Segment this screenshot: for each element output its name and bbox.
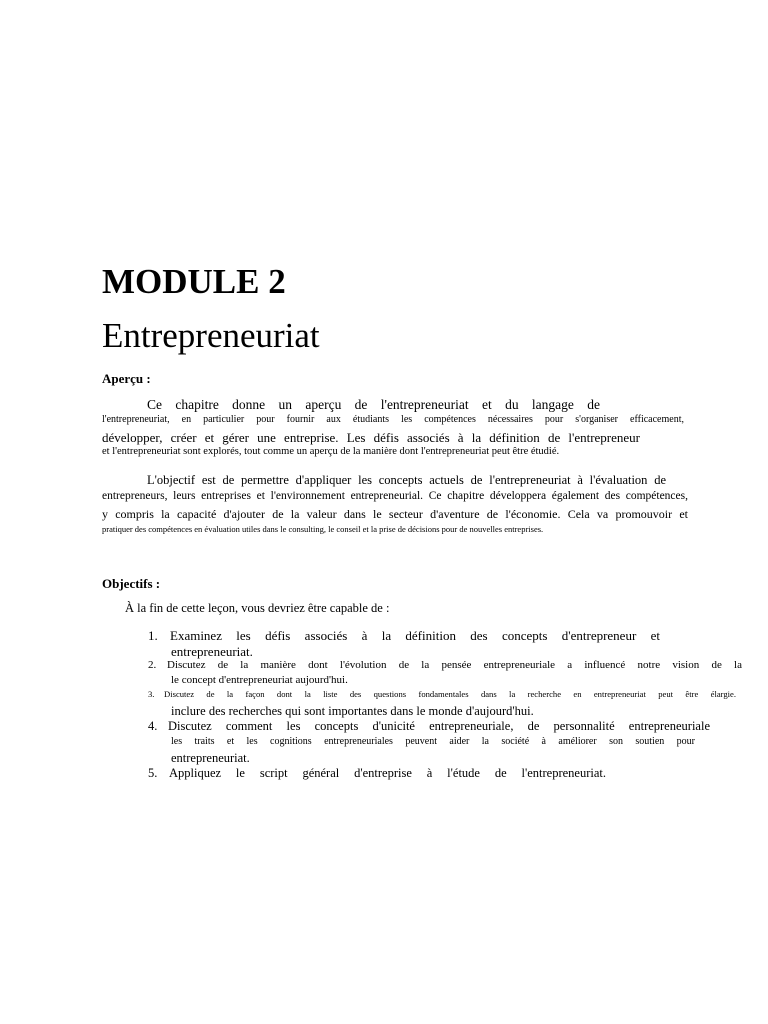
- apercu-paragraph2-line2: entrepreneurs, leurs entreprises et l'environnement entrepreneurial. Ce chapitre développera également des compétences,: [102, 490, 688, 502]
- objective-continuation: les traits et les cognitions entrepreneuriales peuvent aider la société à améliorer son soutien pour: [171, 736, 695, 747]
- objective-text: Examinez les défis associés à la définition des concepts d'entrepreneur et: [170, 628, 660, 643]
- module-title: MODULE 2: [102, 262, 286, 301]
- objective-continuation: inclure des recherches qui sont importantes dans le monde d'aujourd'hui.: [171, 704, 534, 718]
- objective-text: Discutez comment les concepts d'unicité entrepreneuriale, de personnalité entrepreneuriale: [168, 719, 710, 733]
- objective-number: 4.: [148, 719, 158, 733]
- apercu-paragraph1-line3: développer, créer et gérer une entreprise. Les défis associés à la définition de l'entrepreneur: [102, 430, 640, 445]
- objective-number: 1.: [148, 628, 158, 643]
- objective-continuation: entrepreneuriat.: [171, 751, 250, 765]
- apercu-heading: Aperçu :: [102, 371, 151, 386]
- objectifs-intro: À la fin de cette leçon, vous devriez être capable de :: [125, 601, 390, 615]
- apercu-paragraph1-line1: Ce chapitre donne un aperçu de l'entrepreneuriat et du langage de: [147, 397, 600, 412]
- objective-continuation: entrepreneuriat.: [171, 644, 253, 659]
- apercu-paragraph1-line4: et l'entrepreneuriat sont explorés, tout comme un aperçu de la manière dont l'entrepreneuriat peut être étudié.: [102, 446, 560, 457]
- apercu-paragraph1-line2: l'entrepreneuriat, en particulier pour fournir aux étudiants les compétences nécessaires pour s'organiser efficacement,: [102, 414, 684, 425]
- objective-text: Discutez de la façon dont la liste des questions fondamentales dans la recherche en entrepreneuriat peut être élargie.: [164, 689, 736, 699]
- objective-text: Discutez de la manière dont l'évolution de la pensée entrepreneuriale a influencé notre vision de la: [167, 659, 742, 671]
- objective-number: 2.: [148, 659, 157, 671]
- objective-number: 5.: [148, 766, 158, 780]
- apercu-paragraph2-line3: y compris la capacité d'ajouter de la valeur dans le secteur d'aventure de l'économie. Cela va promouvoir et: [102, 507, 688, 521]
- apercu-paragraph2-line1: L'objectif est de permettre d'appliquer les concepts actuels de l'entrepreneuriat à l'évaluation de: [147, 473, 666, 487]
- objectifs-heading: Objectifs :: [102, 576, 161, 591]
- module-subtitle: Entrepreneuriat: [102, 316, 320, 355]
- apercu-paragraph2-line4: pratiquer des compétences en évaluation utiles dans le consulting, le conseil et la prise de décisions pour de nouvelles entreprises.: [102, 524, 544, 534]
- objective-number: 3.: [148, 689, 155, 699]
- objective-text: Appliquez le script général d'entreprise à l'étude de l'entrepreneuriat.: [169, 766, 606, 780]
- objective-continuation: le concept d'entrepreneuriat aujourd'hui.: [171, 674, 348, 686]
